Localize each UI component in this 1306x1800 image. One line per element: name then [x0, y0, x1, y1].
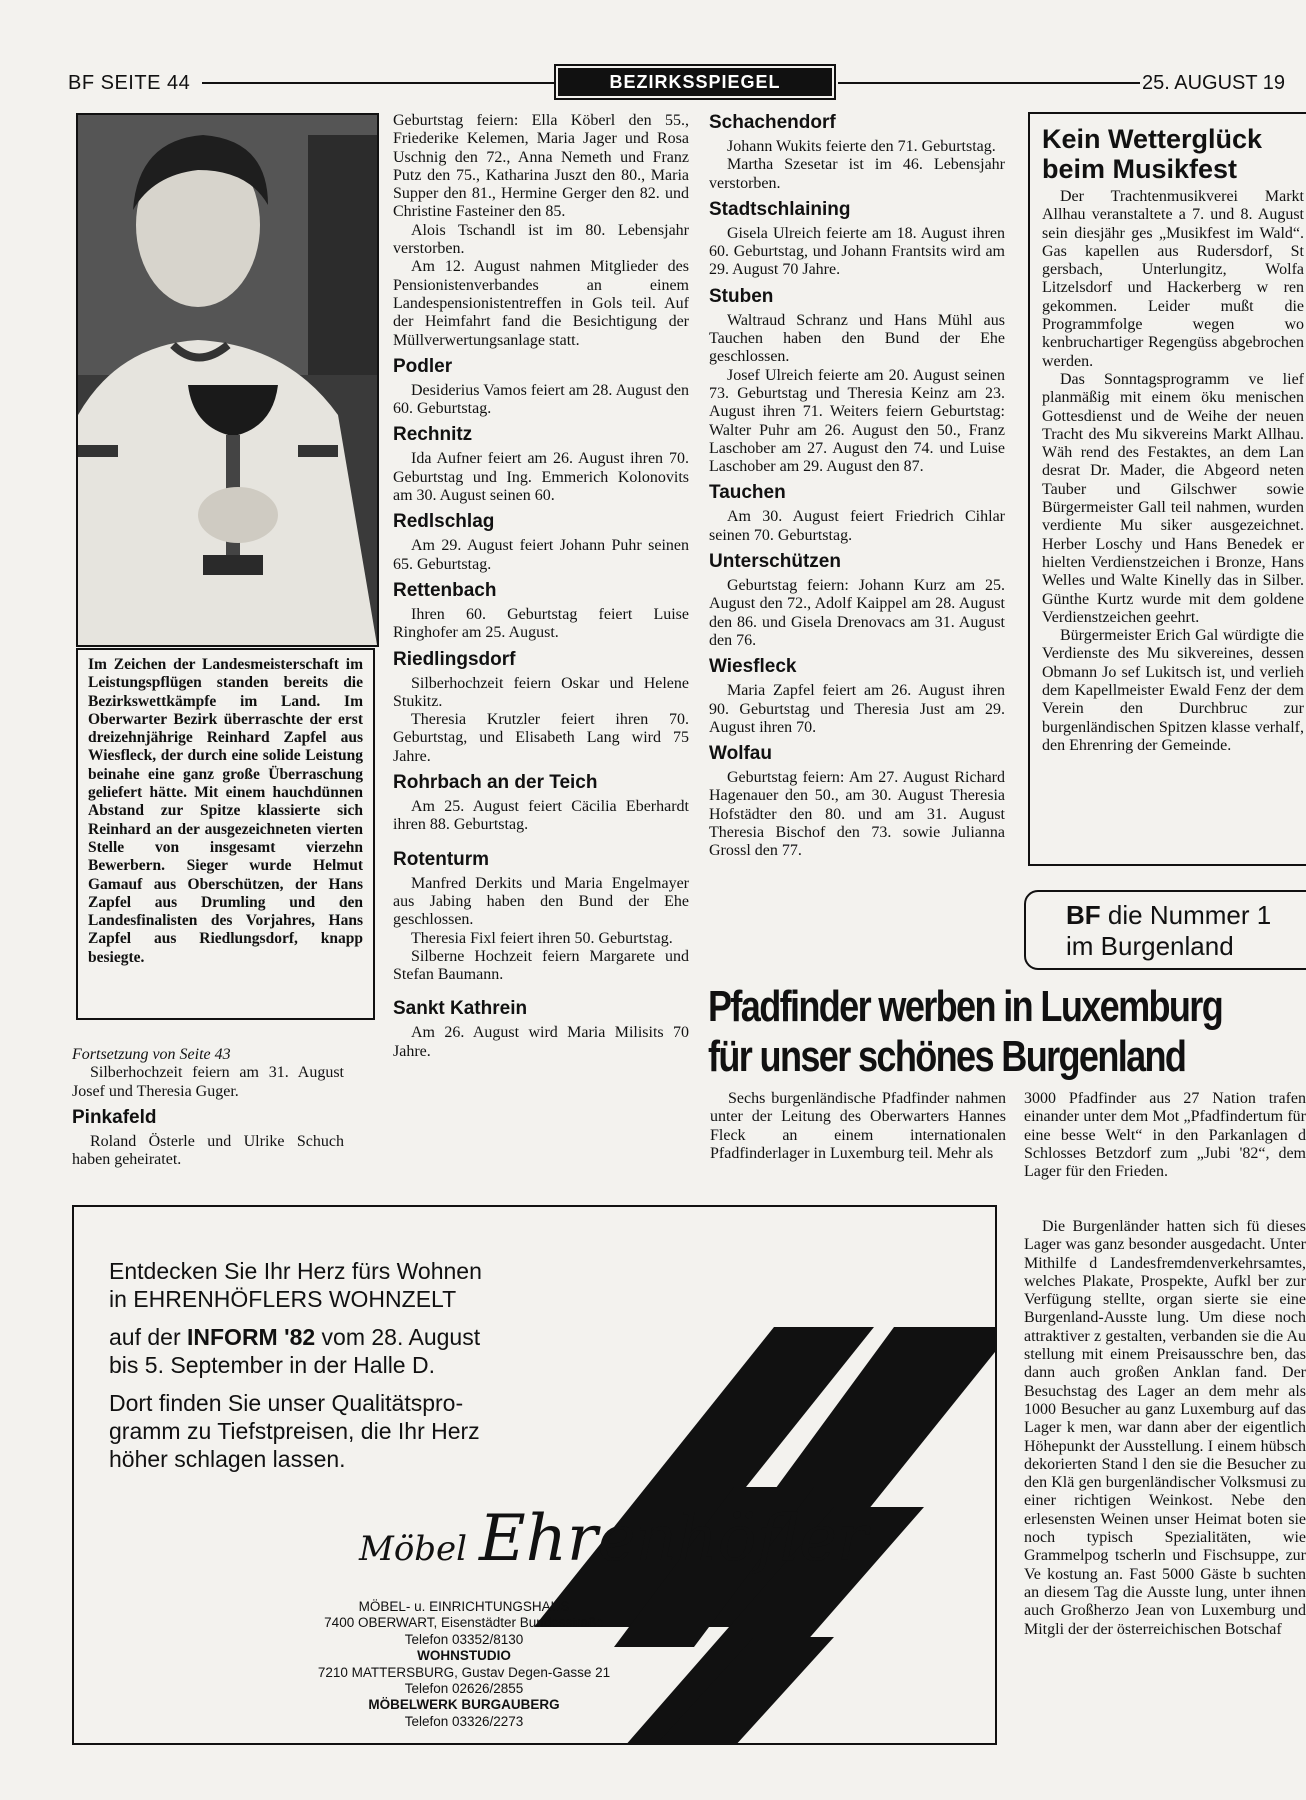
paragraph: Johann Wukits feierte den 71. Geburtstag.	[727, 138, 996, 155]
ad-line-3	[109, 1323, 480, 1351]
addr-line: Telefon 03352/8130	[404, 1631, 524, 1647]
heading-pinkafeld: Pinkafeld	[72, 1106, 157, 1128]
paragraph: Sechs burgenländische Pfadfinder nahmen unter der Leitung des Oberwarters Hannes Fleck an einem internationalen Pfadfinderlager in Luxemburg teil. Mehr als	[710, 1090, 1006, 1162]
paragraph: Desiderius Vamos feiert am 28. August den 60. Geburtstag.	[393, 381, 689, 418]
headline-line-1: Pfadfinder werben in Luxemburg	[708, 982, 1223, 1031]
news-photo	[76, 113, 379, 647]
ad-line-4: bis 5. September in der Halle D.	[109, 1352, 435, 1378]
ad-line-5: Dort finden Sie unser Qualitätspro-	[109, 1390, 464, 1416]
heading-redlschlag: Redlschlag	[393, 511, 495, 533]
paragraph: Roland Österle und Ulrike Schuch haben geheiratet.	[72, 1132, 344, 1169]
page-date: 25. AUGUST 19	[1142, 72, 1286, 94]
paragraph: Silberhochzeit feiern Oskar und Helene Stukitz.	[393, 674, 689, 710]
paragraph: Das Sonntagsprogramm ve lief planmäßig mit einem öku menischen Gottesdienst und de Weihe der neuen Tracht des Mu sikvereins Markt Allhau. Wäh rend des Festaktes, an dem Lan desrat Dr. Mader, die Abgeord neten Tauber und Gilschwer sowie Bürgermeister Gall teil nahmen, wurden verdiente Mu siker ausgezeichnet. Herber Loschy und Hans Benedek er hielten Verdienstzeichen i Bronze, Hans Welles und Walte Kinelly das in Silber. Günthe Kurtz wurde mit dem goldene Verdienstzeichen geehrt.	[1042, 370, 1304, 626]
photo-caption: Im Zeichen der Landesmeisterschaft im Leistungspflügen standen bereits die Bezirkswettkämpfe im Land. Im Oberwarter Bezirk überraschte der erst dreizehnjährige Reinhard Zapfel aus Wiesfleck, der durch eine solide Leistung beinahe eine ganz große Überraschung geliefert hätte. Mit einem hauchdünnen Abstand zur Spitze klassierte sich Reinhard an der ausgezeichneten vierten Stelle von insgesamt vierzehn Bewerbern. Sieger wurde Helmut Gamauf aus Oberschützen, der Hans Zapfel aus Drumling und den Landesfinalisten des Vorjahres, Hans Zapfel aus Riedlungsdorf, knapp besiegte.	[76, 648, 375, 1020]
logo-moebel: Möbel	[359, 1529, 468, 1569]
paragraph: Am 29. August feiert Johann Puhr seinen 65. Geburtstag.	[393, 537, 689, 573]
pfadfinder-headline	[708, 982, 1223, 1082]
column-2	[393, 112, 689, 1061]
addr-line: WOHNSTUDIO	[417, 1648, 511, 1664]
paragraph: Silberhochzeit feiern am 31. August Josef und Theresia Guger.	[72, 1064, 344, 1100]
heading-rotenturm: Rotenturm	[393, 848, 490, 870]
heading-riedlingsdorf: Riedlingsdorf	[393, 648, 516, 670]
paragraph: Maria Zapfel feiert am 26. August ihren 90. Geburtstag und Theresia Just am 29. August ihren 70.	[709, 682, 1005, 736]
ad-inform: INFORM '82	[187, 1324, 316, 1350]
paragraph: Alois Tschandl ist im 80. Lebensjahr verstorben.	[393, 221, 689, 258]
slogan-line-1: die Nummer 1	[1107, 900, 1272, 930]
slogan-line-2: im Burgenland	[1066, 931, 1234, 961]
headline-line-2: für unser schönes Burgenland	[708, 1032, 1186, 1081]
heading-wolfau: Wolfau	[709, 743, 772, 765]
heading-rechnitz: Rechnitz	[393, 424, 473, 446]
paragraph: Geburtstag feiern: Am 27. August Richard Hagenauer den 50., am 30. August Theresia Hofstädter den 80. und am 31. August Theresia Bischof den 73. sowie Julianna Grossl den 77.	[709, 769, 1005, 860]
paragraph: Der Trachtenmusikverei Markt Allhau veranstaltete a 7. und 8. August sein diesjähr ges „Musikfest im Wald“. Gas kapellen aus Rudersdorf, St gersbach, Unterlungitz, Wolfa Litzelsdorf und Hackerberg w ren gekommen. Leider mußt die Programmfolge wegen wo kenbruchartiger Regengüss abgebrochen werden.	[1042, 188, 1304, 370]
paragraph: Bürgermeister Erich Gal würdigte die Verdienste des Mu sikvereines, dessen Obmann Jo sef Lukitsch ist, und verlieh dem Kapellmeister Ewald Fenz der dem Verein den Durchbruc zur burgenländischen Spitzen klasse verhalf, den Ehrenring der Gemeinde.	[1042, 627, 1304, 754]
paragraph: Am 26. August wird Maria Milisits 70 Jahre.	[393, 1024, 689, 1060]
ehrenhoefler-logo	[359, 1502, 868, 1576]
musikfest-article	[1028, 112, 1306, 866]
heading-rettenbach: Rettenbach	[393, 579, 497, 601]
addr-line: MÖBEL- u. EINRICHTUNGSHAUS	[358, 1599, 570, 1614]
column-3	[709, 112, 1005, 861]
paragraph: Waltraud Schranz und Hans Mühl aus Tauchen haben den Bund der Ehe geschlossen.	[709, 311, 1005, 366]
paragraph: Theresia Krutzler feiert ihren 70. Geburtstag, und Elisabeth Lang wird 75 Jahre.	[393, 711, 689, 765]
section-title: BEZIRKSSPIEGEL	[558, 68, 832, 96]
page-label: BF SEITE 44	[68, 72, 191, 94]
paragraph: Am 30. August feiert Friedrich Cihlar seinen 70. Geburtstag.	[709, 508, 1005, 544]
paragraph: Geburtstag feiern: Johann Kurz am 25. August den 72., Adolf Kaippel am 28. August den 86. und Gisela Drenovacs am 31. August den 76.	[709, 577, 1005, 649]
ad-line-2: in EHRENHÖFLERS WOHNZELT	[109, 1286, 457, 1312]
bf-logo: BF	[1066, 900, 1101, 930]
paragraph: Gisela Ulreich feierte am 18. August ihren 60. Geburtstag, und Johann Frantsits wird am 29. August 70 Jahre.	[709, 224, 1005, 279]
paragraph: Ihren 60. Geburtstag feiert Luise Ringhofer am 25. August.	[393, 605, 689, 642]
paragraph: Manfred Derkits und Maria Engelmayer aus Jabing haben den Bund der Ehe geschlossen.	[393, 874, 689, 929]
heading-rohrbach: Rohrbach an der Teich	[393, 772, 598, 794]
addr-line: 7210 MATTERSBURG, Gustav Degen-Gasse 21	[317, 1664, 611, 1680]
logo-name: Ehrenhöfler	[479, 1502, 868, 1576]
continued-note: Fortsetzung von Seite 43	[72, 1046, 231, 1063]
heading-wiesfleck: Wiesfleck	[709, 656, 797, 678]
heading-podler: Podler	[393, 355, 453, 377]
paragraph: Ida Aufner feiert am 26. August ihren 70. Geburtstag und Ing. Emmerich Kolonovits am 30. August seinen 60.	[393, 450, 689, 505]
paragraph: Theresia Fixl feiert ihren 50. Geburtstag.	[411, 929, 673, 947]
header-rule-left	[202, 82, 554, 84]
bf-slogan-box	[1024, 890, 1306, 970]
paragraph: 3000 Pfadfinder aus 27 Nation trafen einander unter dem Mot „Pfadfindertum für eine besse Welt“ in den Parkanlagen d Schlosses Betzdorf zum „Jubi '82“, dem Lager für den Frieden.	[1024, 1090, 1306, 1181]
ad-line-3a: auf der	[109, 1324, 187, 1350]
advertisement-ehrenhoefler	[72, 1205, 997, 1745]
addr-line: Telefon 03326/2273	[404, 1713, 524, 1729]
paragraph: Am 25. August feiert Cäcilia Eberhardt ihren 88. Geburtstag.	[393, 798, 689, 834]
heading-stadtschlaining: Stadtschlaining	[709, 198, 851, 220]
paragraph: Die Burgenländer hatten sich fü dieses Lager was ganz besonder ausgedacht. Unter Mithilfe d Landesfremdenverkehrsamtes, welches Plakate, Prospekte, Aufkl ber zur Verfügung stellte, organ sierte sie eine Burgenland-Ausste lung. Um diese noch attraktiver z gestalten, verbanden sie die Au stellung mit einem Preisausschre ben, das dann auch großen Anklan fand. Der Besuchstag des Lager an dem mehr als 1000 Besucher au ganz Luxemburg auf das Lager k men, war dann aber der eigentlich Höhepunkt der Ausstellung. I einem hübsch dekorierten Stand l den sie die Besucher zu den Klä gen burgenländischer Volksmusi zu einer richtigen Weinkost. Nebe den erlesensten Weinen unser Heimat boten sie noch typisch Spezialitäten, wie Grammelpog tscherln und Fischsuppe, zur Ve kostung an. Fast 5000 Gäste b suchten an diesem Tag die Ausste lung, unter ihnen auch Großherzo Jean von Luxemburg und Mitgli der der österreichischen Botschaf	[1024, 1218, 1306, 1638]
ad-line-3c: vom 28. August	[315, 1324, 481, 1350]
addr-line: MÖBELWERK BURGAUBERG	[368, 1697, 560, 1713]
boy-with-trophy-photo	[78, 115, 377, 645]
column-1-continued	[72, 1046, 344, 1169]
paragraph: Geburtstag feiern: Ella Köberl den 55., Friederike Kelemen, Maria Jager und Rosa Uschnig den 72., Anna Nemeth und Franz Putz den 75., Katharina Juszt den 80., Maria Supper den 81., Hermine Gerger den 82. und Christine Fasteiner den 85.	[393, 112, 689, 221]
header-rule-right	[838, 82, 1140, 84]
ad-addresses	[309, 1599, 619, 1730]
paragraph: Josef Ulreich feierte am 20. August seinen 73. Geburtstag und Theresia Keinz am 23. August ihren 71. Weiters feiern Geburtstag: Walter Puhr am 26. August den 50., Franz Laschober am 27. August den 74. und Luise Laschober am 29. August den 87.	[709, 366, 1005, 476]
pfadfinder-col-1	[710, 1090, 1006, 1163]
heading-stuben: Stuben	[709, 285, 774, 307]
ad-line-6: gramm zu Tiefstpreisen, die Ihr Herz	[109, 1418, 480, 1444]
paragraph: Am 12. August nahmen Mitglieder des Pensionistenverbandes an einem Landespensionistentreffen in Gols teil. Auf der Heimfahrt fand die Besichtigung der Müllverwertungsanlage statt.	[393, 258, 689, 349]
addr-line: Telefon 02626/2855	[404, 1681, 524, 1697]
heading-tauchen: Tauchen	[709, 482, 786, 504]
addr-line: 7400 OBERWART, Eisenstädter Bundesstraße	[324, 1615, 604, 1631]
heading-sankt-kathrein: Sankt Kathrein	[393, 998, 528, 1020]
ad-line-1: Entdecken Sie Ihr Herz fürs Wohnen	[109, 1258, 482, 1284]
heading-unterschuetzen: Unterschützen	[709, 551, 841, 573]
paragraph: Martha Szesetar ist im 46. Lebensjahr verstorben.	[709, 156, 1005, 192]
ad-line-7: höher schlagen lassen.	[109, 1446, 346, 1472]
paragraph: Silberne Hochzeit feiern Margarete und Stefan Baumann.	[393, 947, 689, 984]
heading-schachendorf: Schachendorf	[709, 112, 836, 133]
pfadfinder-col-3	[1024, 1218, 1306, 1639]
musikfest-title: Kein Wetterglück beim Musikfest	[1042, 124, 1263, 184]
pfadfinder-col-2	[1024, 1090, 1306, 1181]
